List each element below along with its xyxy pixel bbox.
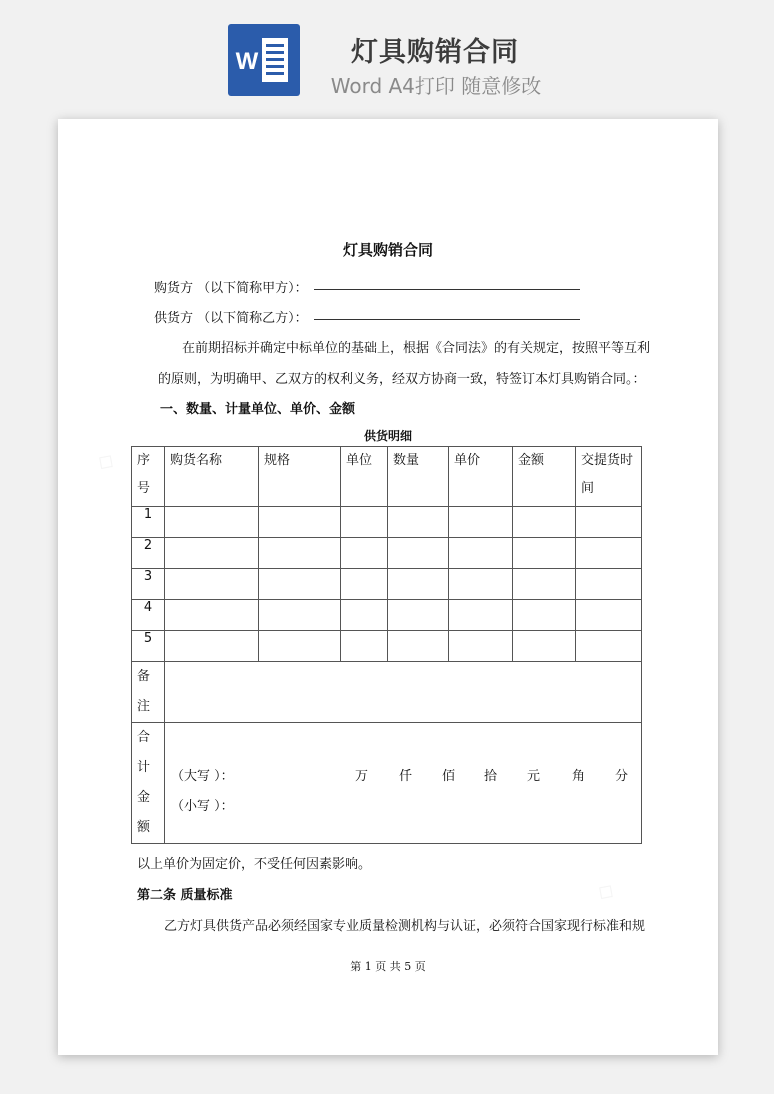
unit-label: 元: [527, 769, 541, 784]
table-cell[interactable]: [259, 507, 341, 538]
watermark: [92, 446, 120, 476]
table-cell[interactable]: [259, 600, 341, 631]
xiaoxie-label: （小写 ）：: [171, 799, 234, 814]
daxie-label: （大写 ）：: [171, 769, 234, 784]
table-row: [132, 507, 642, 538]
header-cell: 单位: [341, 447, 388, 507]
supply-table: [131, 446, 642, 844]
table-cell[interactable]: [341, 569, 388, 600]
table-cell[interactable]: [259, 569, 341, 600]
table-cell[interactable]: [388, 631, 449, 662]
intro-line-1: 在前期招标并确定中标单位的基础上，根据《合同法》的有关规定，按照平等互利: [182, 341, 651, 356]
table-cell[interactable]: [513, 538, 576, 569]
table-row: [132, 538, 642, 569]
table-cell[interactable]: [388, 538, 449, 569]
note-label: 备注: [132, 662, 165, 723]
unit-label: 佰: [442, 769, 456, 784]
banner: [0, 0, 774, 118]
unit-label: 万: [355, 769, 369, 784]
svg-text:W: W: [235, 48, 259, 75]
row-number: 3: [132, 569, 165, 600]
note-row: [132, 662, 642, 723]
document-title: 灯具购销合同: [342, 241, 433, 259]
table-cell[interactable]: [449, 569, 513, 600]
seller-blank[interactable]: [314, 318, 580, 320]
table-cell[interactable]: [259, 631, 341, 662]
table-cell[interactable]: [449, 600, 513, 631]
total-label: 合计金额: [132, 723, 165, 844]
table-header-row: [132, 447, 642, 507]
unit-label: 分: [615, 769, 629, 784]
header-cell: 购货名称: [165, 447, 259, 507]
table-cell[interactable]: [576, 631, 642, 662]
row-number: 1: [132, 507, 165, 538]
table-cell[interactable]: [259, 538, 341, 569]
table-cell[interactable]: [165, 631, 259, 662]
header-cell: 序号: [132, 447, 165, 507]
table-cell[interactable]: [165, 569, 259, 600]
table-cell[interactable]: [388, 507, 449, 538]
table-cell[interactable]: [576, 569, 642, 600]
table-cell[interactable]: [341, 507, 388, 538]
table-row: [132, 631, 642, 662]
table-cell[interactable]: [341, 631, 388, 662]
header-cell: 规格: [259, 447, 341, 507]
section-2-heading: 第二条 质量标准: [137, 888, 233, 903]
page-number: 第 1 页 共 5 页: [350, 960, 426, 973]
table-cell[interactable]: [341, 600, 388, 631]
table-cell[interactable]: [576, 538, 642, 569]
header-cell: 数量: [388, 447, 449, 507]
table-cell[interactable]: [513, 631, 576, 662]
table-caption: 供货明细: [363, 429, 412, 443]
header-cell: 金额: [513, 447, 576, 507]
table-cell[interactable]: [388, 600, 449, 631]
word-icon: [228, 24, 300, 96]
document-page: [58, 119, 718, 1055]
intro-line-2: 的原则，为明确甲、乙双方的权利义务，经双方协商一致，特签订本灯具购销合同。：: [158, 372, 646, 387]
table-cell[interactable]: [388, 569, 449, 600]
buyer-label: 购货方 （以下简称甲方）：: [154, 281, 308, 296]
note-cell[interactable]: [165, 662, 642, 723]
table-cell[interactable]: [449, 507, 513, 538]
table-cell[interactable]: [341, 538, 388, 569]
total-amount-cell[interactable]: [165, 723, 642, 844]
row-number: 2: [132, 538, 165, 569]
section-1-heading: 一、数量、计量单位、单价、金额: [160, 402, 356, 417]
seller-label: 供货方 （以下简称乙方）：: [154, 311, 308, 326]
price-note: 以上单价为固定价，不受任何因素影响。: [137, 857, 372, 872]
header-cell: 单价: [449, 447, 513, 507]
header-cell: 交提货时间: [576, 447, 642, 507]
quality-text: 乙方灯具供货产品必须经国家专业质量检测机构与认证，必须符合国家现行标准和规: [164, 919, 646, 934]
banner-subtitle: Word A4打印 随意修改: [330, 74, 542, 98]
unit-label: 仟: [399, 769, 413, 784]
table-cell[interactable]: [165, 538, 259, 569]
table-cell[interactable]: [513, 569, 576, 600]
unit-label: 拾: [484, 769, 498, 784]
table-row: [132, 569, 642, 600]
total-row: [132, 723, 642, 844]
table-cell[interactable]: [165, 507, 259, 538]
table-cell[interactable]: [513, 507, 576, 538]
table-cell[interactable]: [165, 600, 259, 631]
unit-label: 角: [572, 769, 586, 784]
table-cell[interactable]: [576, 507, 642, 538]
banner-title: 灯具购销合同: [351, 37, 519, 68]
table-cell[interactable]: [449, 631, 513, 662]
row-number: 5: [132, 631, 165, 662]
seller-line: [154, 307, 580, 326]
table-cell[interactable]: [513, 600, 576, 631]
table-row: [132, 600, 642, 631]
buyer-blank[interactable]: [314, 288, 580, 290]
buyer-line: [154, 277, 580, 296]
table-cell[interactable]: [449, 538, 513, 569]
table-cell[interactable]: [576, 600, 642, 631]
watermark: [592, 876, 620, 906]
row-number: 4: [132, 600, 165, 631]
